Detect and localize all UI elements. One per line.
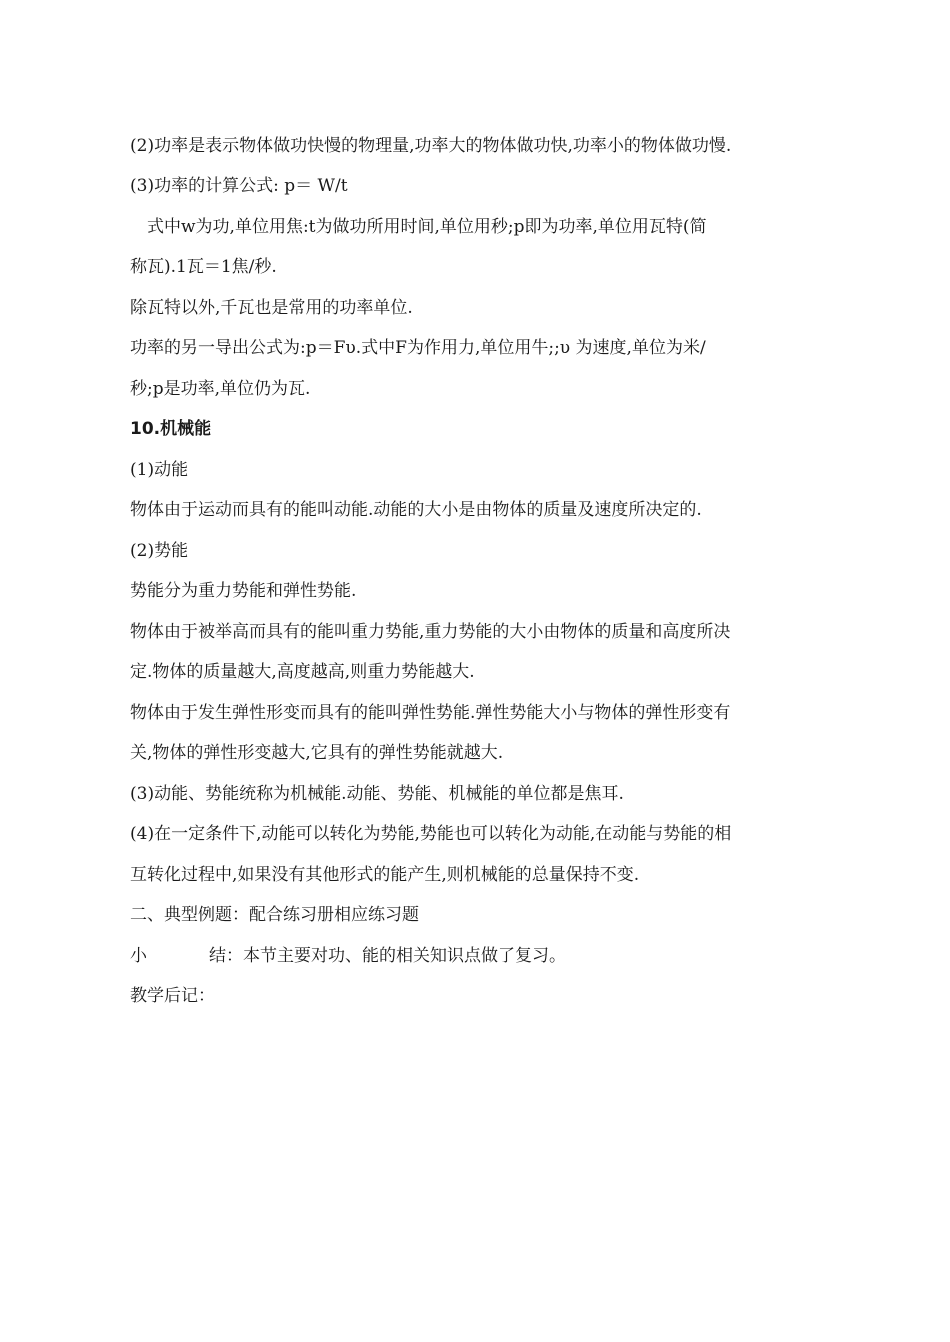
mechanical-energy-line: (3)动能、势能统称为机械能.动能、势能、机械能的单位都是焦耳. [130,784,624,804]
elastic-energy-line-2: 关,物体的弹性形变越大,它具有的弹性势能就越大. [130,743,504,763]
gravitational-energy-line-2: 定.物体的质量越大,高度越高,则重力势能越大. [130,662,475,682]
gravitational-energy-line-1: 物体由于被举高而具有的能叫重力势能,重力势能的大小由物体的质量和高度所决 [130,622,731,642]
summary-label-b: 结：本节主要对功、能的相关知识点做了复习。 [209,946,566,966]
power-formula-line: (3)功率的计算公式: p＝ W/t [130,176,348,196]
summary-line [130,945,566,967]
formula-explanation-line-2: 称瓦).1瓦＝1焦/秒. [130,257,277,277]
derived-formula-line-2: 秒;p是功率,单位仍为瓦. [130,379,311,399]
energy-conversion-line-1: (4)在一定条件下,动能可以转化为势能,势能也可以转化为动能,在动能与势能的相 [130,824,732,844]
summary-label-a: 小 [130,946,147,966]
section-heading-mechanical-energy: 10.机械能 [130,419,212,439]
elastic-energy-line-1: 物体由于发生弹性形变而具有的能叫弹性势能.弹性势能大小与物体的弹性形变有 [130,703,731,723]
power-definition-line: (2)功率是表示物体做功快慢的物理量,功率大的物体做功快,功率小的物体做功慢. [130,136,732,156]
subheading-potential-energy: (2)势能 [130,541,189,561]
subheading-kinetic-energy: (1)动能 [130,460,189,480]
potential-energy-types-line: 势能分为重力势能和弹性势能. [130,581,357,601]
examples-line: 二、典型例题：配合练习册相应练习题 [130,905,419,925]
formula-explanation-line-1: 式中w为功,单位用焦:t为做功所用时间,单位用秒;p即为功率,单位用瓦特(简 [147,217,707,237]
kilowatt-line: 除瓦特以外,千瓦也是常用的功率单位. [130,298,413,318]
derived-formula-line-1: 功率的另一导出公式为:p＝Fυ.式中F为作用力,单位用牛;;υ 为速度,单位为米/ [130,338,706,358]
energy-conversion-line-2: 互转化过程中,如果没有其他形式的能产生,则机械能的总量保持不变. [130,865,640,885]
afterword-line: 教学后记： [130,986,215,1006]
kinetic-energy-line: 物体由于运动而具有的能叫动能.动能的大小是由物体的质量及速度所决定的. [130,500,702,520]
